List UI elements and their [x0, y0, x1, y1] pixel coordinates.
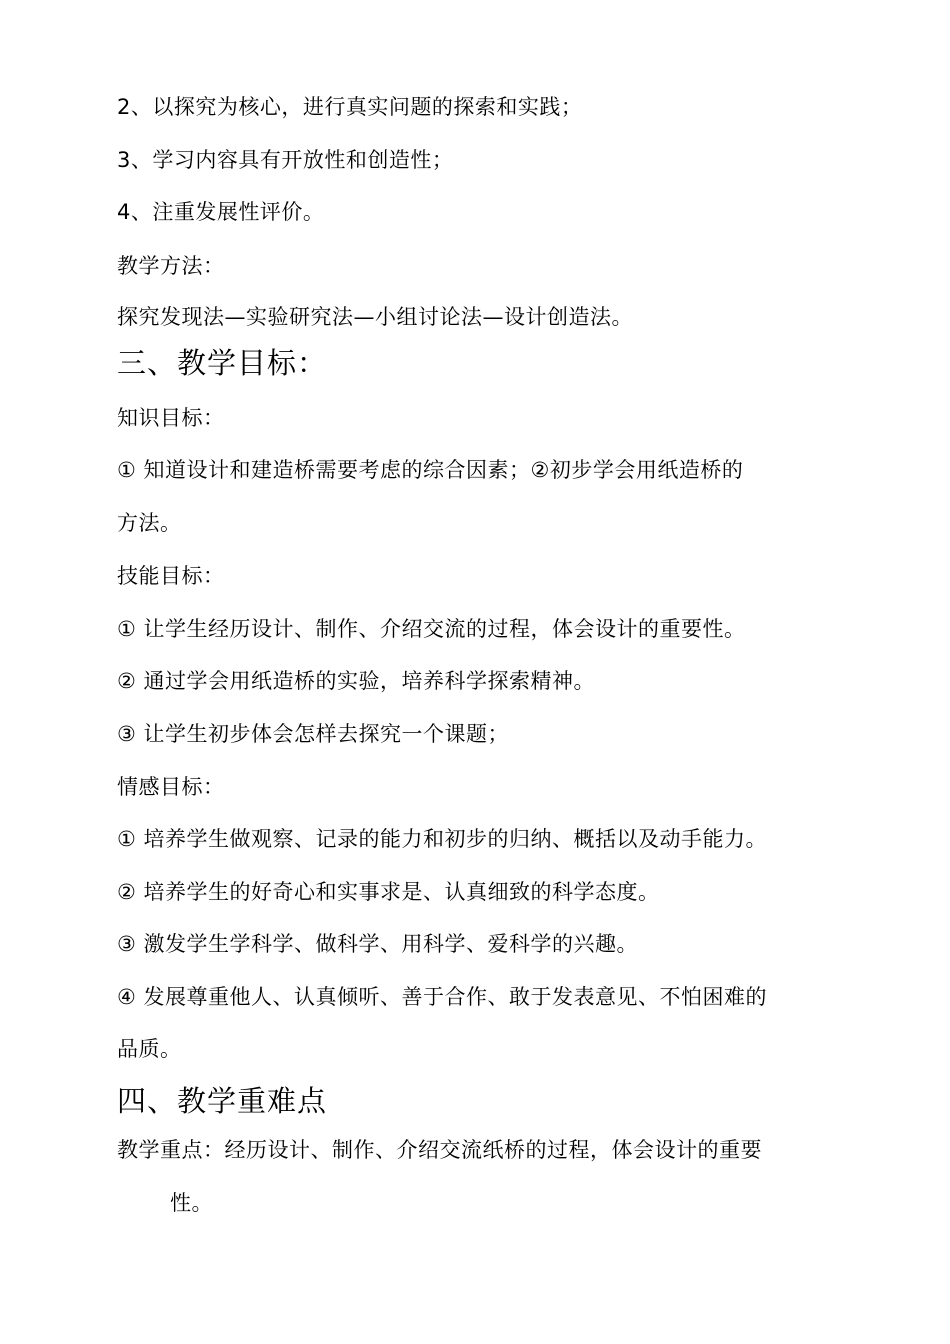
- emotion-objective-item-4-cont: 品质。: [117, 1037, 182, 1061]
- emotion-objective-item-1: ① 培养学生做观察、记录的能力和初步的归纳、概括以及动手能力。: [117, 827, 767, 851]
- teaching-method-text: 探究发现法—实验研究法—小组讨论法—设计创造法。: [117, 305, 633, 329]
- teaching-method-label: 教学方法：: [117, 254, 225, 278]
- emotion-objective-label: 情感目标：: [117, 775, 225, 799]
- knowledge-objective-text-cont: 方法。: [117, 511, 182, 535]
- key-point-text: 教学重点：经历设计、制作、介绍交流纸桥的过程，体会设计的重要: [117, 1138, 762, 1162]
- emotion-objective-item-4: ④ 发展尊重他人、认真倾听、善于合作、敢于发表意见、不怕困难的: [117, 985, 767, 1009]
- knowledge-objective-text: ① 知道设计和建造桥需要考虑的综合因素；②初步学会用纸造桥的: [117, 458, 744, 482]
- skill-objective-item-1: ① 让学生经历设计、制作、介绍交流的过程，体会设计的重要性。: [117, 617, 746, 641]
- principle-item-4: 4、注重发展性评价。: [117, 200, 325, 224]
- skill-objective-item-2: ② 通过学会用纸造桥的实验，培养科学探索精神。: [117, 669, 595, 693]
- skill-objective-item-3: ③ 让学生初步体会怎样去探究一个课题；: [117, 722, 509, 746]
- key-point-text-cont: 性。: [170, 1191, 213, 1215]
- principle-item-2: 2、以探究为核心，进行真实问题的探索和实践；: [117, 95, 583, 119]
- emotion-objective-item-2: ② 培养学生的好奇心和实事求是、认真细致的科学态度。: [117, 880, 660, 904]
- skill-objective-label: 技能目标：: [117, 564, 225, 588]
- section-heading-key-points: 四、教学重难点: [117, 1084, 328, 1118]
- emotion-objective-item-3: ③ 激发学生学科学、做科学、用科学、爱科学的兴趣。: [117, 932, 638, 956]
- knowledge-objective-label: 知识目标：: [117, 406, 225, 430]
- principle-item-3: 3、学习内容具有开放性和创造性；: [117, 148, 454, 172]
- section-heading-objectives: 三、教学目标：: [117, 346, 328, 380]
